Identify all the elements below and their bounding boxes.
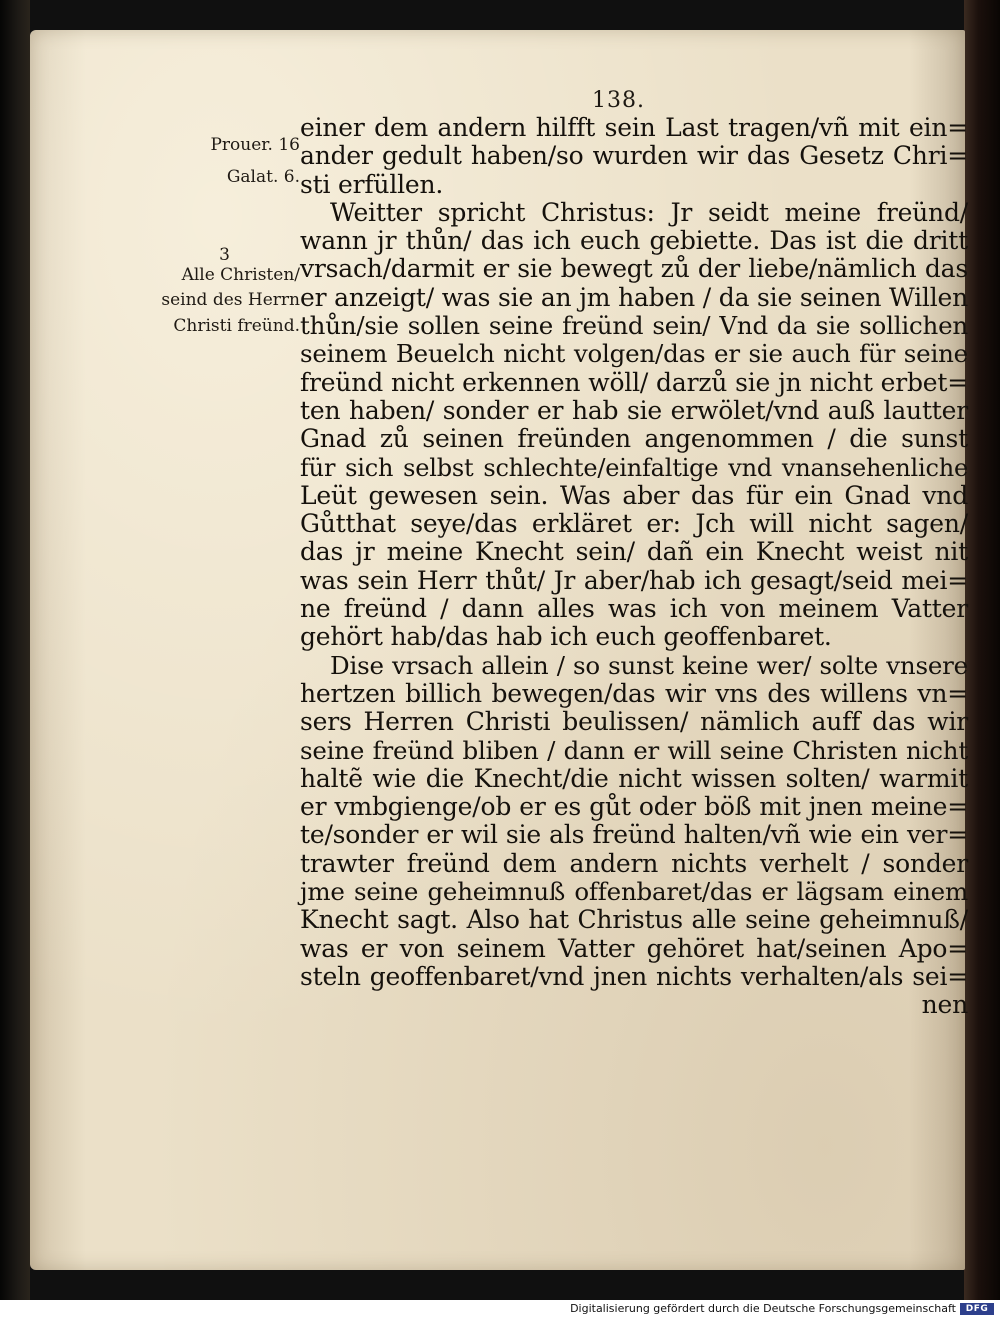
text-line: ne freünd / dann alles was ich von meinem Vatter: [300, 594, 968, 624]
text-line: Weitter spricht Christus: Jr seidt meine freünd/: [330, 197, 968, 227]
text-line: einer dem andern hilfft sein Last tragen/vñ mit ein=: [300, 113, 968, 142]
text-line: Dise vrsach allein / so sunst keine wer/ solte vnsere: [330, 650, 968, 680]
text-line: was sein Herr thůt/ Jr aber/hab ich gesagt/seid mei=: [300, 565, 968, 595]
text-line: jme seine geheimnuß offenbaret/das er lägsam einem: [300, 877, 968, 907]
margin-note-reference: Prouer. 16: [210, 135, 300, 155]
text-line: thůn/sie sollen seine freünd sein/ Vnd da sie sollichen: [300, 311, 968, 341]
text-line: für sich selbst schlechte/einfaltige vnd vnansehenliche: [300, 453, 968, 482]
text-line: was er von seinem Vatter gehöret hat/seinen Apo=: [300, 933, 968, 963]
book-edge-right: [964, 0, 1000, 1300]
dfg-logo: DFG: [960, 1303, 994, 1315]
text-line: steln geoffenbaret/vnd jnen nichts verhalten/als sei=: [300, 961, 968, 991]
book-edge-left: [0, 0, 30, 1300]
text-line: sers Herren Christi beulissen/ nämlich auff das wir: [300, 707, 968, 737]
body-text: [300, 114, 968, 1020]
text-line: er vmbgienge/ob er es gůt oder böß mit jnen meine=: [300, 792, 968, 822]
text-line: trawter freünd dem andern nichts verhelt / sonder: [300, 848, 968, 878]
margin-note-gloss: Christi freünd.: [173, 316, 300, 336]
text-line: Leüt gewesen sein. Was aber das für ein Gnad vnd: [300, 480, 968, 510]
text-line: haltẽ wie die Knecht/die nicht wissen solten/ warmit: [300, 763, 968, 793]
text-line: Knecht sagt. Also hat Christus alle seine geheimnuß/: [300, 905, 968, 935]
text-line: hertzen billich bewegen/das wir vns des willens vn=: [300, 678, 968, 708]
footer-credit: Digitalisierung gefördert durch die Deutsche Forschungsgemeinschaft: [570, 1302, 956, 1315]
catchword: nen: [921, 990, 968, 1020]
text-line: seinem Beuelch nicht volgen/das er sie auch für seine: [300, 339, 968, 369]
text-line: vrsach/darmit er sie bewegt zů der liebe/nämlich das: [300, 254, 968, 284]
text-line: wann jr thůn/ das ich euch gebiette. Das ist die dritt: [300, 226, 968, 256]
text-line: te/sonder er wil sie als freünd halten/vñ wie ein ver=: [300, 820, 968, 850]
text-line: er anzeigt/ was sie an jm haben / da sie seinen Willen: [300, 282, 968, 312]
text-line: gehört hab/das hab ich euch geoffenbaret.: [300, 622, 832, 652]
text-line: sti erfüllen.: [300, 169, 444, 199]
text-line: freünd nicht erkennen wöll/ darzů sie jn nicht erbet=: [300, 367, 968, 397]
margin-note-gloss: Alle Christen/: [181, 265, 300, 285]
text-line: ander gedult haben/so wurden wir das Gesetz Chri=: [300, 141, 968, 171]
text-line: ten haben/ sonder er hab sie erwölet/vnd auß lautter: [300, 395, 968, 425]
margin-note-number: 3: [219, 245, 230, 265]
text-line: Gůtthat seye/das erkläret er: Jch will nicht sagen/: [300, 509, 968, 539]
text-line: das jr meine Knecht sein/ dañ ein Knecht weist nit: [300, 537, 968, 567]
text-line: Gnad zů seinen freünden angenommen / die sunst: [300, 424, 968, 454]
page-number: 138.: [592, 88, 645, 113]
margin-note-reference: Galat. 6.: [226, 167, 300, 187]
margin-note-gloss: seind des Herrn: [161, 290, 300, 310]
text-line: seine freünd bliben / dann er will seine Christen nicht: [300, 735, 968, 765]
